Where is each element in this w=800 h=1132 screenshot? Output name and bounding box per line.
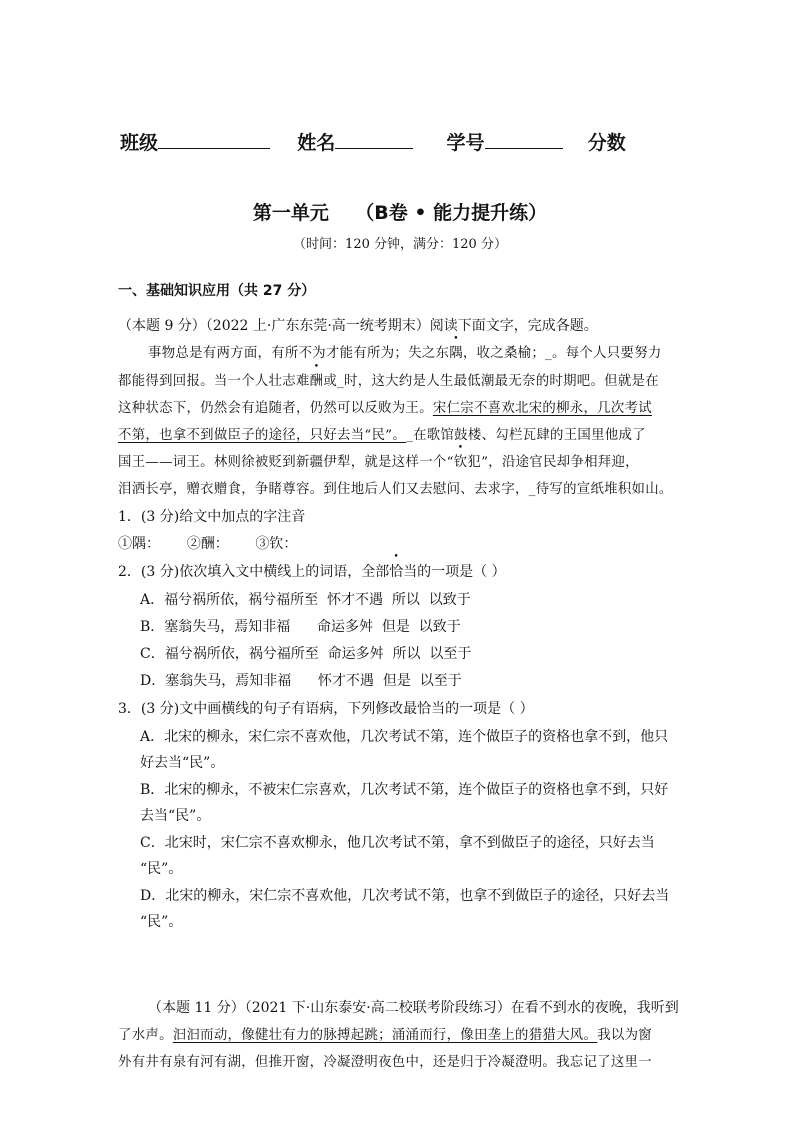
option-a-line: A．北宋的柳永，宋仁宗不喜欢他，几次考试不第，连个做臣子的资格也拿不到，他只 — [140, 729, 669, 745]
option-c-line: “民”。 — [140, 861, 183, 877]
passage-line: 这种状态下，仍然会有追随者，仍然可以反败为王。宋仁宗不喜欢北宋的柳永，几次考试 — [118, 401, 652, 416]
passage-line: 了水声。汩汩而动，像健壮有力的脉搏起跳；涌涌而行，像田垄上的猎猎大风。我以为窗 — [118, 1028, 652, 1043]
passage-line: 国王——词王。林则徐被贬到新疆伊犁，就是这样一个“钦犯”，沿途官民却争相拜迎， — [118, 455, 639, 470]
question-2: 2．(3 分)依次填入文中横线上的词语，全部恰当的一项是（ ） — [118, 564, 506, 580]
question-1-items: ①隅： ②酬： ③钦： — [118, 536, 298, 552]
option-b-line: B．北宋的柳永，不被宋仁宗喜欢，几次考试不第，连个做臣子的资格也拿不到，只好 — [140, 782, 669, 798]
exam-time-score: （时间：120 分钟，满分：120 分） — [293, 237, 507, 252]
passage-line: 外有井有泉有河有湖，但推开窗，冷凝澄明夜色中，还是归于冷凝澄明。我忘记了这里一 — [118, 1055, 652, 1070]
passage-line: 不第，也拿不到做臣子的途径，只好去当“民”。_在歌馆鼓楼、勾栏瓦肆的王国里他成了 — [118, 428, 646, 443]
student-info-header — [120, 128, 626, 155]
student-id-label: 学号 — [446, 132, 485, 154]
dotted-char: 酬 — [309, 374, 324, 389]
passage-line: 泪洒长亭，赠衣赠食，争睹尊容。到住地后人们又去慰问、去求字，_待写的宣纸堆积如山。 — [118, 482, 673, 497]
option-a-line: 好去当“民”。 — [140, 755, 225, 771]
unit-title: 第一单元 （B卷 • 能力提升练） — [252, 202, 548, 224]
option-d-line: “民”。 — [140, 914, 183, 930]
option-c-line: C．北宋时，宋仁宗不喜欢柳永，他几次考试不第，拿不到做臣子的途径，只好去当 — [140, 835, 655, 851]
option-d: D．塞翁失马，焉知非福 怀才不遇 但是 以至于 — [140, 673, 462, 689]
underlined-sentence: 汩汩而动，像健壮有力的脉搏起跳；涌涌而行，像田垄上的猎猎大风。 — [172, 1028, 598, 1043]
score-label: 分数 — [587, 132, 626, 154]
underlined-sentence: 不第，也拿不到做臣子的途径，只好去当“民”。 — [118, 428, 407, 443]
underlined-sentence: 宋仁宗不喜欢北宋的柳永，几次考试 — [432, 401, 652, 416]
option-c: C．福兮祸所依，祸兮福所至 命运多舛 所以 以至于 — [140, 646, 472, 662]
option-b-line: 去当“民”。 — [140, 808, 211, 824]
question-3: 3．(3 分)文中画横线的句子有语病，下列修改最恰当的一项是（ ） — [118, 701, 534, 717]
passage-line: 事物总是有两方面，有所不为才能有所为；失之东隅，收之桑榆；_。每个人只要努力 — [148, 346, 662, 361]
question-intro-2: （本题 11 分）（2021 下·山东泰安·高二校联考阶段练习）在看不到水的夜晚，我听到 — [148, 1000, 679, 1016]
section-heading: 一、基础知识应用（共 27 分） — [118, 283, 316, 299]
question-1: 1．(3 分)给文中加点的字注音 — [118, 509, 306, 525]
option-b: B．塞翁失马，焉知非福 命运多舛 但是 以致于 — [140, 619, 461, 635]
option-a: A．福兮祸所依，祸兮福所至 怀才不遇 所以 以致于 — [140, 592, 471, 608]
student-id-blank — [485, 130, 563, 149]
name-blank — [335, 130, 413, 149]
dotted-char: 恰 — [389, 564, 404, 580]
dotted-char: 隅 — [449, 346, 463, 361]
option-d-line: D．北宋的柳永，宋仁宗不喜欢他，几次考试不第，也拿不到做臣子的途径，只好去当 — [140, 888, 670, 904]
question-intro: （本题 9 分）（2022 上·广东东莞·高一统考期末）阅读下面文字，完成各题。 — [118, 318, 598, 334]
class-label: 班级 — [120, 132, 159, 154]
name-label: 姓名 — [297, 132, 336, 154]
dotted-char: 钦 — [453, 455, 468, 470]
passage-line: 都能得到回报。当一个人壮志难酬或_时，这大约是人生最低潮最无奈的时期吧。但就是在 — [118, 374, 659, 389]
class-blank — [158, 130, 270, 149]
